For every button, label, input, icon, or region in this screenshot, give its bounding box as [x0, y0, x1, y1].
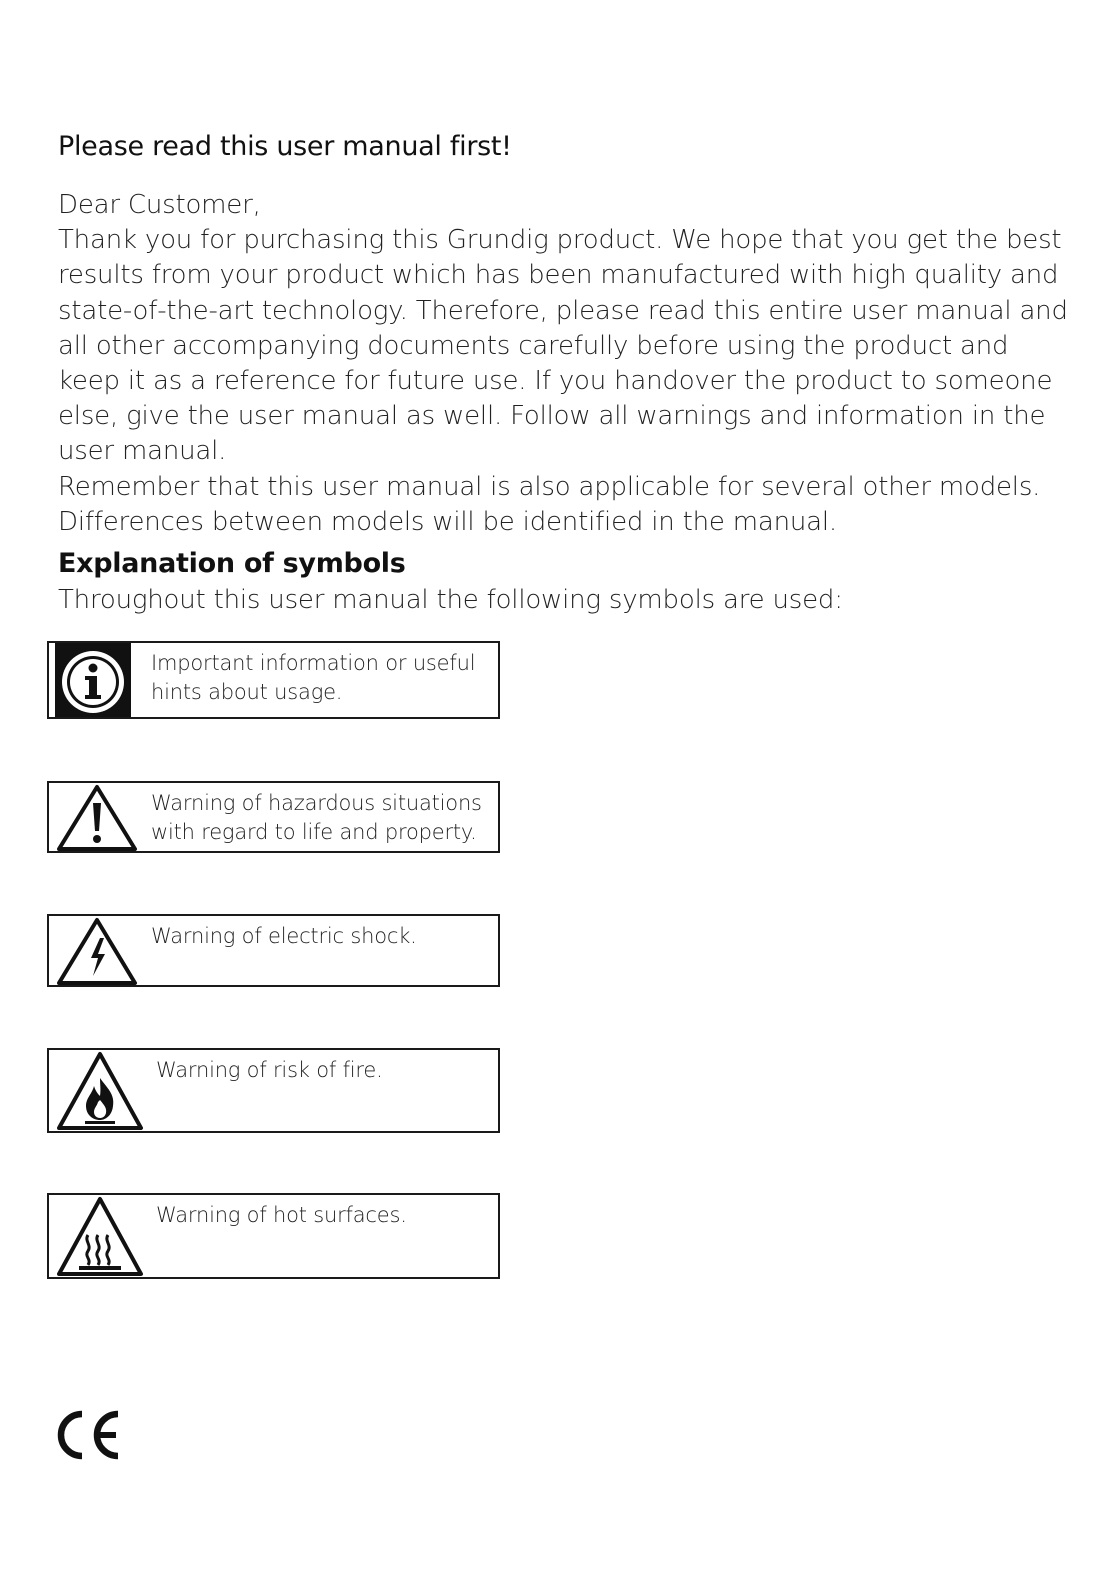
hot-surface-warning-icon: [55, 1195, 145, 1277]
symbol-description: Warning of hazardous situations with regard to life and property.: [151, 791, 482, 844]
symbols-section-title: Explanation of symbols: [58, 548, 406, 579]
hazard-warning-icon: [55, 783, 139, 851]
info-icon: [55, 643, 137, 717]
symbol-description: Important information or useful hints about usage.: [151, 651, 476, 704]
greeting: Dear Customer,: [58, 190, 261, 220]
symbols-section-intro: Throughout this user manual the following symbols are used:: [58, 585, 843, 615]
symbol-legend-item-electric-shock: [47, 914, 500, 987]
page-title: Please read this user manual first!: [58, 131, 512, 162]
symbol-legend-item-hazard: [47, 781, 500, 853]
intro-paragraph: Thank you for purchasing this Grundig product. We hope that you get the best results from your product which has been manufactured with high quality and state-of-the-art technology. Therefore, please read this entire user manual and all other accompanying documents carefully before using the product and keep it as a reference for future use. If you handover the product to someone else, give the user manual as well. Follow all warnings and information in the user manual.: [58, 225, 1068, 467]
models-note-paragraph: Remember that this user manual is also applicable for several other models. Differences between models will be identified in the manual.: [58, 471, 1041, 537]
symbol-legend-item-info: [47, 641, 500, 719]
fire-warning-icon: [55, 1050, 145, 1131]
symbol-legend-item-hot-surface: [47, 1193, 500, 1279]
symbol-description: Warning of electric shock.: [151, 924, 417, 948]
symbol-description: Warning of hot surfaces.: [156, 1203, 407, 1227]
electric-shock-warning-icon: [55, 916, 139, 985]
symbol-description: Warning of risk of fire.: [156, 1058, 383, 1082]
ce-mark-icon: [56, 1410, 126, 1460]
symbol-legend-item-fire: [47, 1048, 500, 1133]
intro-text: [58, 188, 1068, 540]
